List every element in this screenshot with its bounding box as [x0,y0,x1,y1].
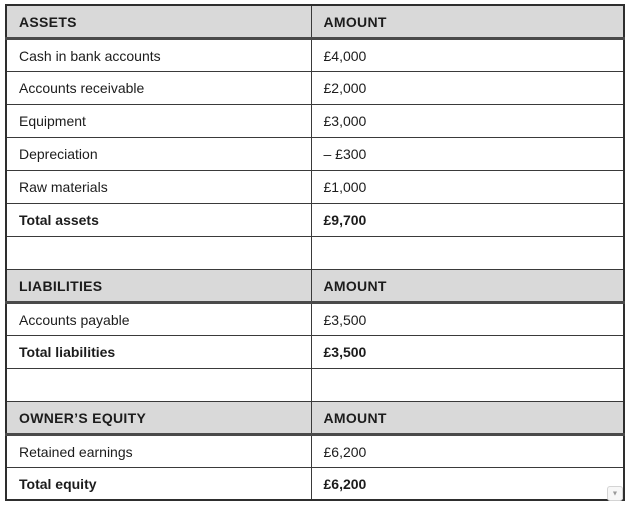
owners-equity-amount-header: AMOUNT [311,401,624,434]
row-label-depreciation: Depreciation [6,137,311,170]
spacer-cell [311,236,624,269]
row-label-total-assets: Total assets [6,203,311,236]
row-amount-total-equity: £6,200 [311,467,624,500]
row-label-accounts-payable: Accounts payable [6,302,311,335]
owners-equity-header-row [6,401,624,434]
row-label-equipment: Equipment [6,104,311,137]
row-amount-total-assets: £9,700 [311,203,624,236]
owners-equity-section-header: OWNER’S EQUITY [6,401,311,434]
row-label-accounts-receivable: Accounts receivable [6,71,311,104]
assets-amount-header: AMOUNT [311,5,624,38]
scroll-down-button[interactable] [607,486,623,501]
row-amount-depreciation: – £300 [311,137,624,170]
row-label-total-liabilities: Total liabilities [6,335,311,368]
liabilities-amount-header: AMOUNT [311,269,624,302]
spacer-row [6,236,624,269]
row-amount-equipment: £3,000 [311,104,624,137]
table-row [6,170,624,203]
table-row [6,434,624,467]
row-label-retained-earnings: Retained earnings [6,434,311,467]
table-row [6,38,624,71]
total-assets-row [6,203,624,236]
spacer-row [6,368,624,401]
chevron-down-icon: ▼ [611,490,619,498]
table-row [6,104,624,137]
spacer-cell [6,368,311,401]
spacer-cell [311,368,624,401]
liabilities-header-row [6,269,624,302]
row-label-raw-materials: Raw materials [6,170,311,203]
liabilities-section-header: LIABILITIES [6,269,311,302]
table-row [6,137,624,170]
row-amount-cash-in-bank-accounts: £4,000 [311,38,624,71]
row-amount-total-liabilities: £3,500 [311,335,624,368]
spacer-cell [6,236,311,269]
assets-header-row [6,5,624,38]
table-row [6,71,624,104]
balance-sheet-table [5,4,625,501]
row-label-cash-in-bank-accounts: Cash in bank accounts [6,38,311,71]
row-amount-retained-earnings: £6,200 [311,434,624,467]
total-liabilities-row [6,335,624,368]
row-amount-accounts-receivable: £2,000 [311,71,624,104]
assets-section-header: ASSETS [6,5,311,38]
row-label-total-equity: Total equity [6,467,311,500]
row-amount-accounts-payable: £3,500 [311,302,624,335]
total-equity-row [6,467,624,500]
row-amount-raw-materials: £1,000 [311,170,624,203]
table-row [6,302,624,335]
